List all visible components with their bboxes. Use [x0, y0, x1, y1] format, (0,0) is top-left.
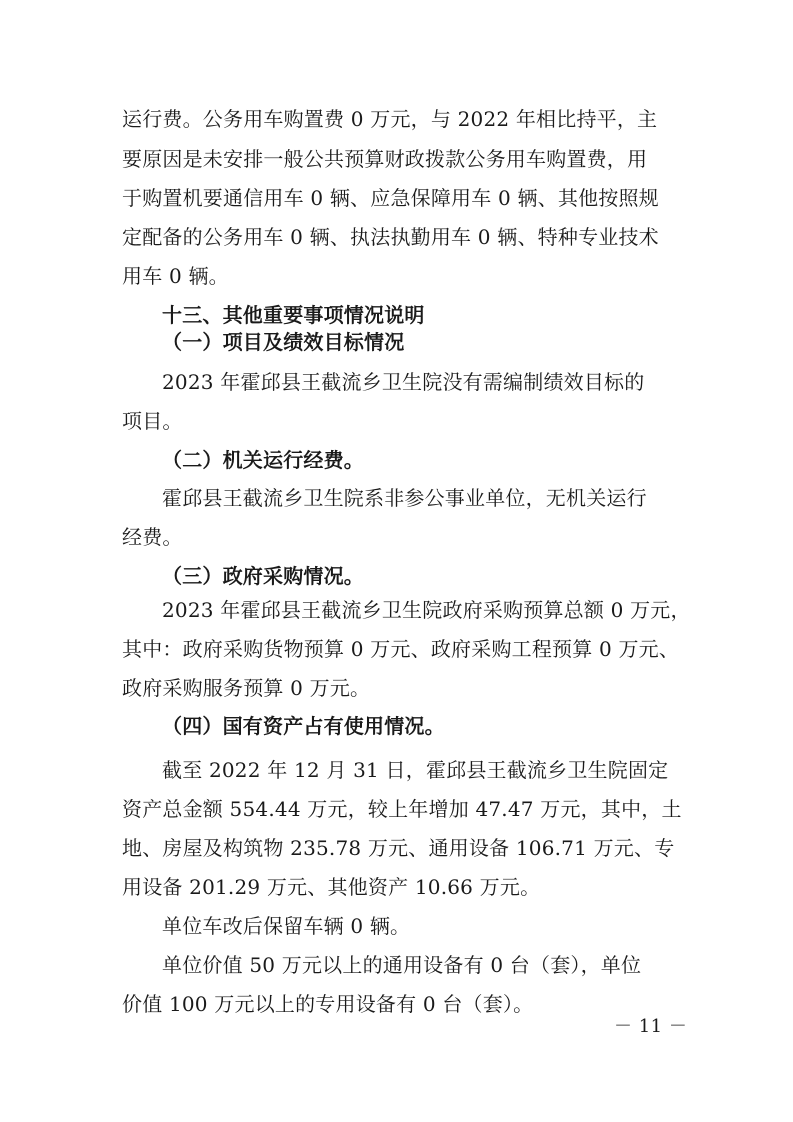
paragraph-line: 于购置机要通信用车 0 辆、应急保障用车 0 辆、其他按照规	[122, 186, 659, 210]
paragraph-line: 运行费。公务用车购置费 0 万元，与 2022 年相比持平，主	[122, 107, 658, 131]
paragraph-line: 定配备的公务用车 0 辆、执法执勤用车 0 辆、特种专业技术	[122, 225, 659, 249]
page-number: － 11 －	[614, 1016, 688, 1037]
paragraph-line: 地、房屋及构筑物 235.78 万元、通用设备 106.71 万元、专	[122, 836, 675, 860]
section-heading: 十三、其他重要事项情况说明	[162, 303, 425, 327]
subsection-heading: （四）国有资产占有使用情况。	[162, 714, 445, 738]
paragraph-line: 单位车改后保留车辆 0 辆。	[162, 914, 411, 938]
paragraph-line: 2023 年霍邱县王截流乡卫生院政府采购预算总额 0 万元，	[162, 598, 691, 622]
subsection-heading: （一）项目及绩效目标情况	[162, 330, 405, 354]
paragraph-line: 用设备 201.29 万元、其他资产 10.66 万元。	[122, 875, 541, 899]
paragraph-line: 政府采购服务预算 0 万元。	[122, 676, 371, 700]
paragraph-line: 价值 100 万元以上的专用设备有 0 台（套）。	[122, 992, 534, 1016]
paragraph-line: 截至 2022 年 12 月 31 日，霍邱县王截流乡卫生院固定	[162, 758, 669, 782]
paragraph-line: 用车 0 辆。	[122, 264, 229, 288]
paragraph-line: 2023 年霍邱县王截流乡卫生院没有需编制绩效目标的	[162, 370, 645, 394]
paragraph-line: 霍邱县王截流乡卫生院系非参公事业单位，无机关运行	[162, 486, 647, 510]
paragraph-line: 要原因是未安排一般公共预算财政拨款公务用车购置费，用	[122, 147, 648, 171]
paragraph-line: 资产总金额 554.44 万元，较上年增加 47.47 万元，其中，土	[122, 797, 682, 821]
paragraph-line: 经费。	[122, 525, 183, 549]
paragraph-line: 单位价值 50 万元以上的通用设备有 0 台（套），单位	[162, 953, 642, 977]
paragraph-line: 项目。	[122, 409, 183, 433]
paragraph-line: 其中：政府采购货物预算 0 万元、政府采购工程预算 0 万元、	[122, 637, 680, 661]
subsection-heading: （二）机关运行经费。	[162, 448, 364, 472]
subsection-heading: （三）政府采购情况。	[162, 564, 364, 588]
